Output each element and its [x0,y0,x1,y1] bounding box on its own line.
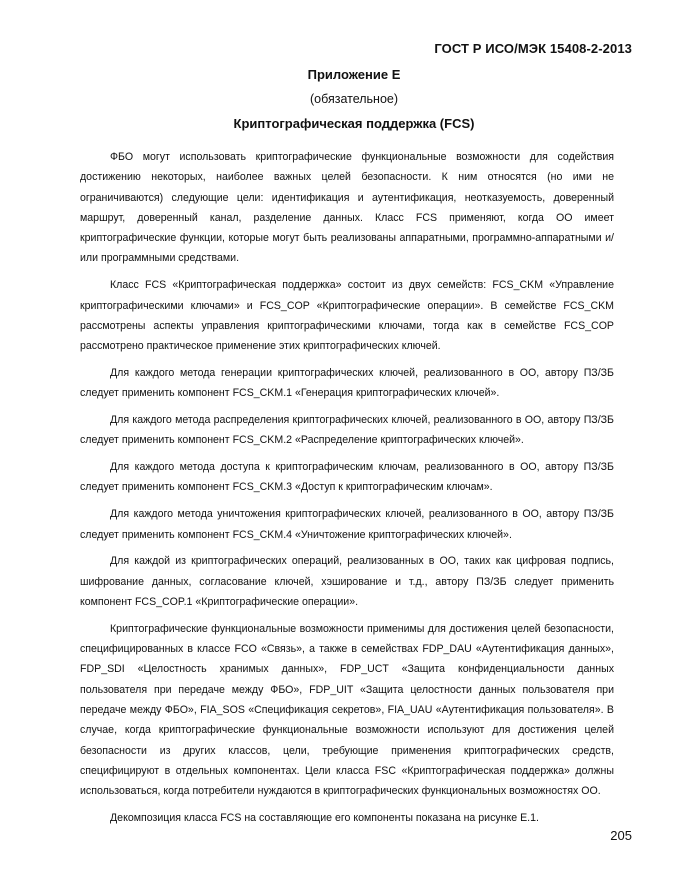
paragraph: Криптографические функциональные возможности применимы для достижения целей безопасности, специфицированных в классе FCO «Связь», а также в семействах FDP_DAU «Аутентификация данных», FDP_SDI «Целостность хранимых данных», FDP_UCT «Защита конфиденциальности данных пользователя при передаче между ФБО», FDP_UIT «Защита целостности данных пользователя при передаче между ФБО», FIA_SOS «Спецификация секретов», FIA_UAU «Аутентификация пользователя». В случае, когда криптографические функциональные возможности используют для достижения целей безопасности из других классов, цели, требующие применения криптографических средств, специфицируют в отдельных компонентах. Цели класса FSC «Криптографическая поддержка» должны использоваться, когда потребители нуждаются в криптографических функциональных возможностях ОО. [80,622,614,798]
paragraph: Для каждого метода генерации криптографических ключей, реализованного в ОО, автору ПЗ/ЗБ следует применить компонент FCS_CKM.1 «Генерация криптографических ключей». [80,366,614,400]
annex-status: (обязательное) [309,92,399,106]
body-text [80,147,614,835]
paragraph: Для каждого метода доступа к криптографическим ключам, реализованного в ОО, автору ПЗ/ЗБ следует применить компонент FCS_CKM.3 «Доступ к криптографическим ключам». [80,461,614,494]
paragraph: Класс FCS «Криптографическая поддержка» состоит из двух семейств: FCS_CKM «Управление криптографическими ключами» и FCS_COP «Криптографические операции». В семействе FCS_CKM рассмотрены аспекты управления криптографическими ключами, тогда как в семействе FCS_COP рассмотрено практическое применение этих криптографических ключей. [80,279,614,353]
standard-code: ГОСТ Р ИСО/МЭК 15408-2-2013 [434,41,632,56]
paragraph: ФБО могут использовать криптографические функциональные возможности для содействия достижению некоторых, наиболее важных целей безопасности. К ним относятся (но ими не ограничиваются) следующие цели: идентификация и аутентификация, неотказуемость, доверенный маршрут, доверенный канал, разделение данных. Класс FCS применяют, когда ОО имеет криптографические функции, которые могут быть реализованы аппаратными, программно-аппаратными и/или программными средствами. [80,151,614,265]
paragraph: Для каждого метода распределения криптографических ключей, реализованного в ОО, автору ПЗ/ЗБ следует применить компонент FCS_CKM.2 «Распределение криптографических ключей». [80,414,614,447]
paragraph: Декомпозиция класса FCS на составляющие его компоненты показана на рисунке Е.1. [110,811,539,824]
paragraph: Для каждого метода уничтожения криптографических ключей, реализованного в ОО, автору ПЗ/ЗБ следует применить компонент FCS_CKM.4 «Уничтожение криптографических ключей». [80,508,614,541]
page-number: 205 [610,828,632,843]
annex-title: Приложение Е [307,67,401,82]
annex-heading: Криптографическая поддержка (FCS) [233,116,475,131]
paragraph: Для каждой из криптографических операций, реализованных в ОО, таких как цифровая подпись, шифрование данных, согласование ключей, хэширование и т.д., автору ПЗ/ЗБ следует применить компонент FCS_COP.1 «Криптографические операции». [80,555,614,608]
